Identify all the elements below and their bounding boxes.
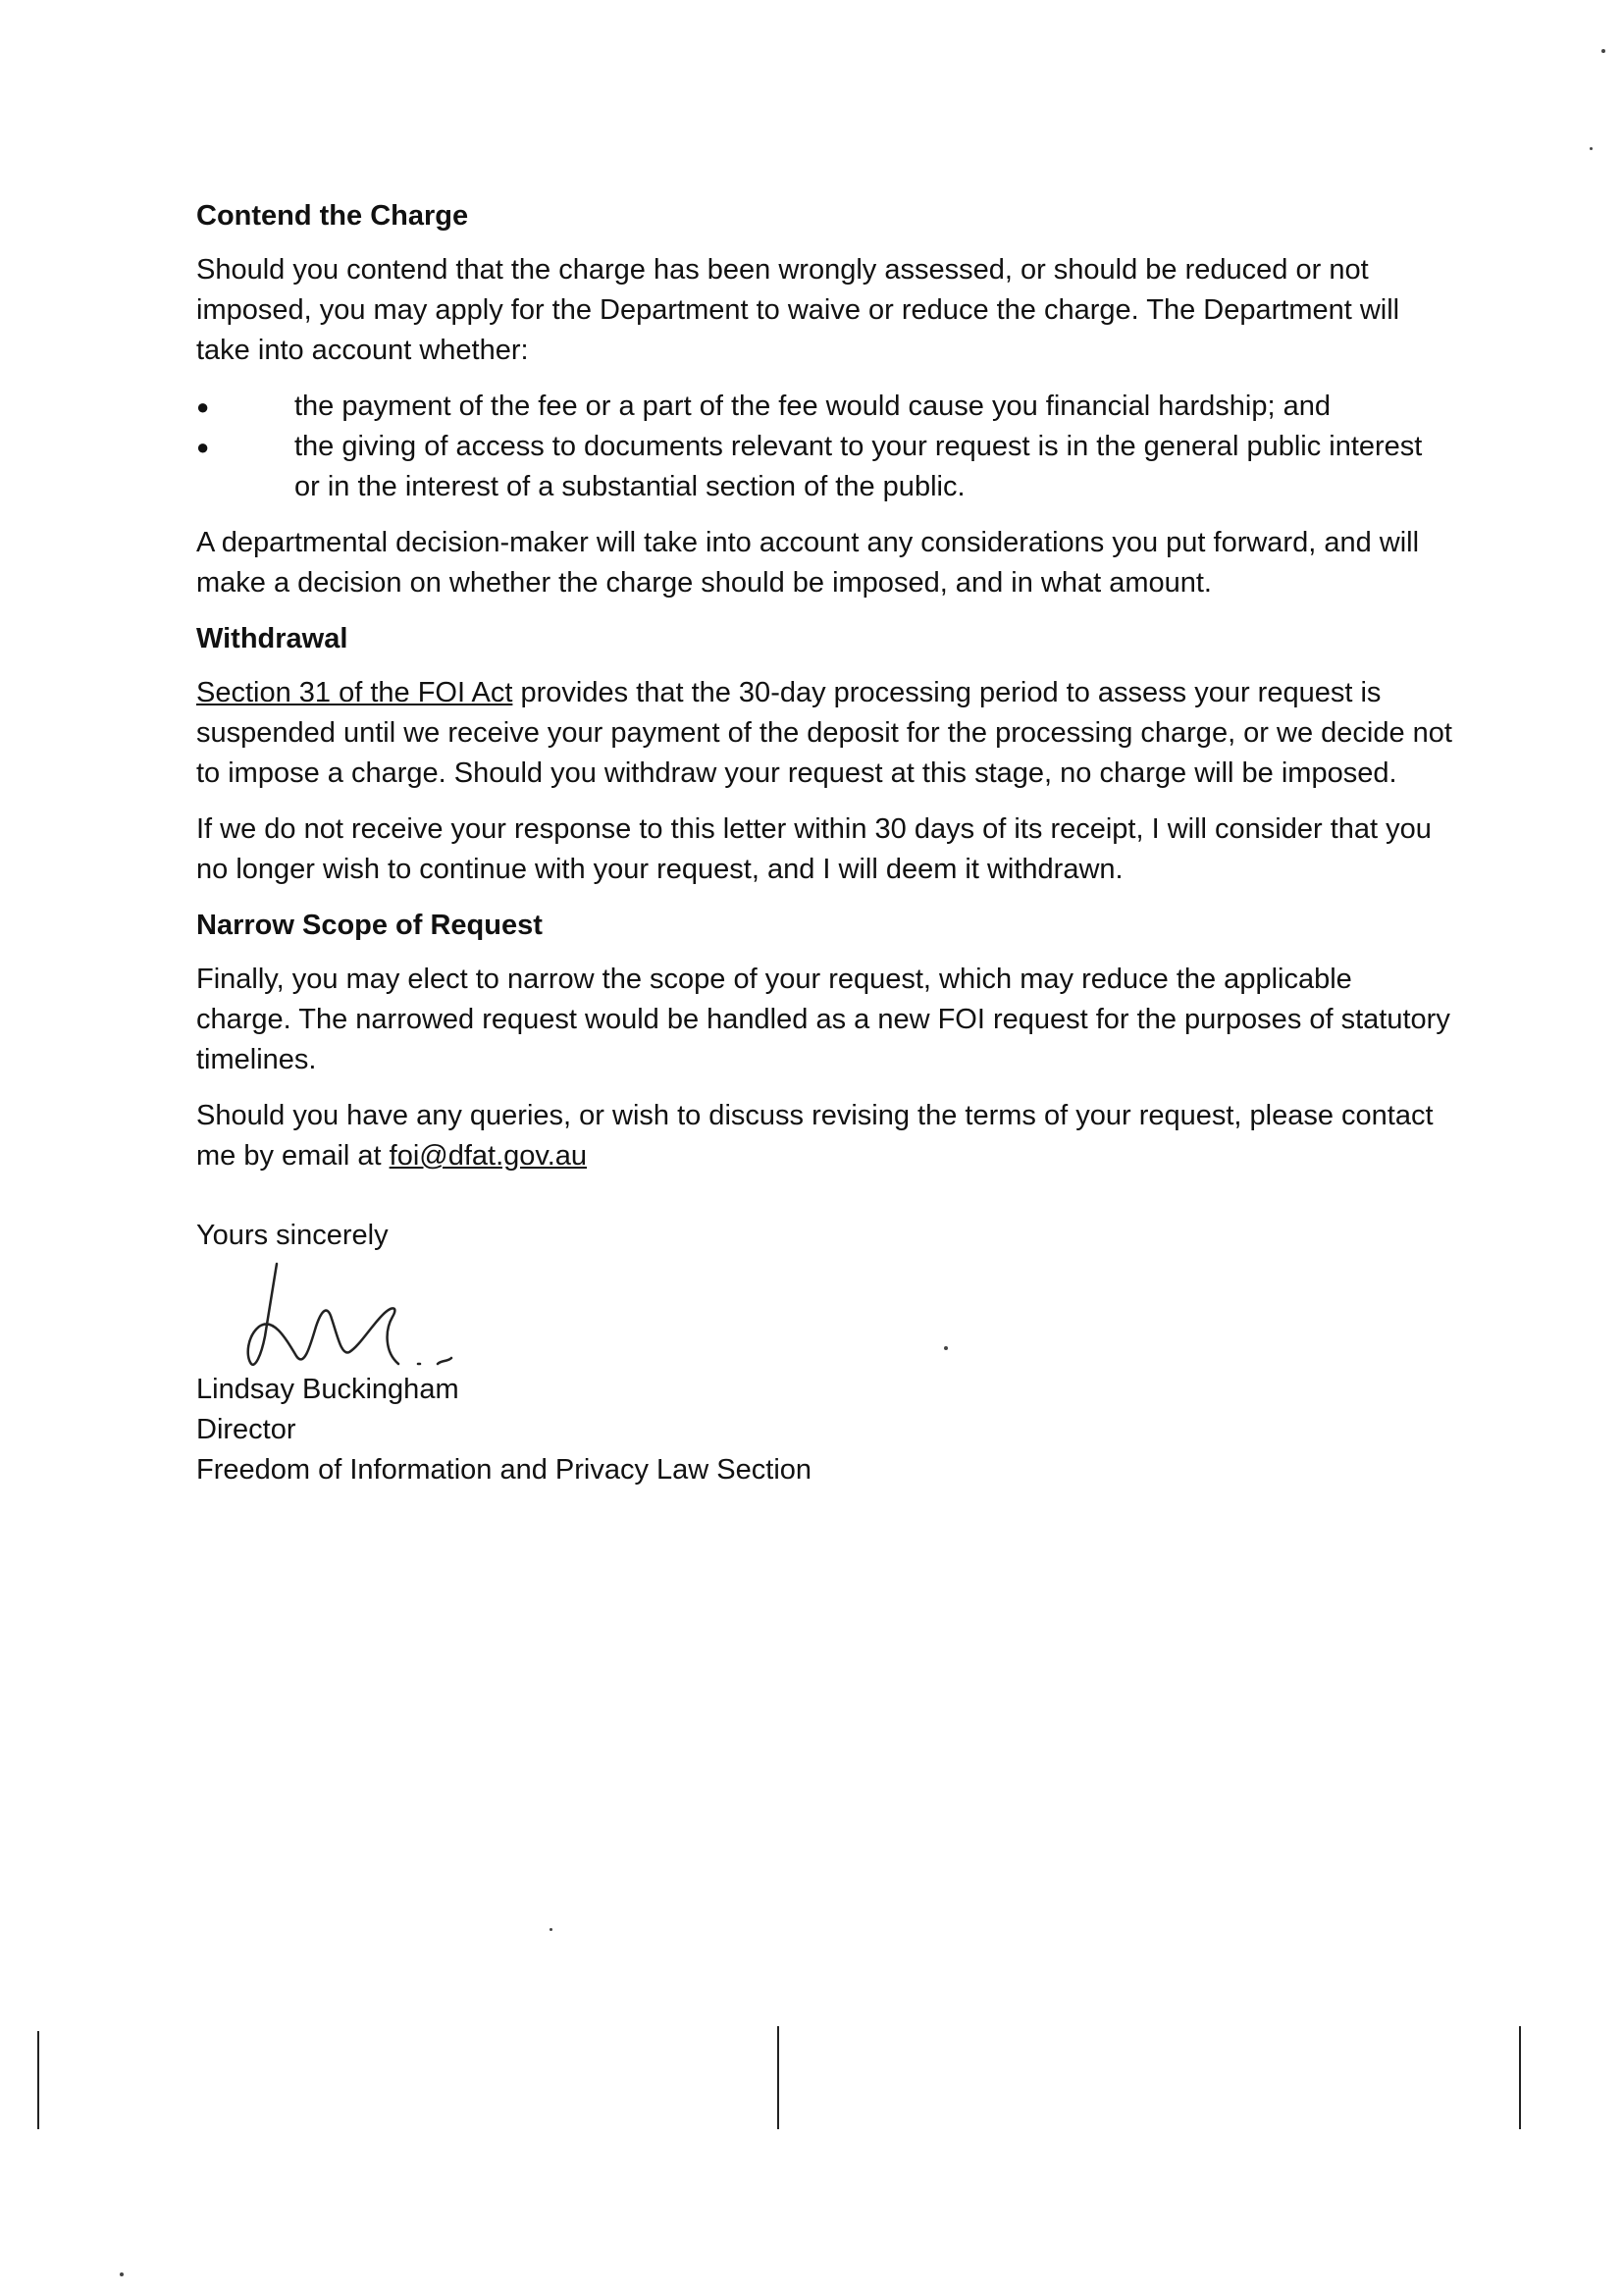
bullet-text: the giving of access to documents relevant to your request is in the general public interest or in the interest of a substantial section of the public. [294, 431, 1423, 502]
bullet-icon: ● [196, 435, 210, 459]
email-link[interactable]: foi@dfat.gov.au [389, 1140, 588, 1172]
signer-section: Freedom of Information and Privacy Law Section [196, 1454, 812, 1486]
withdrawal-para-1 [196, 673, 1452, 794]
list-item [196, 427, 1452, 507]
narrow-para-2-text: Should you have any queries, or wish to discuss revising the terms of your request, please contact me by email at [196, 1100, 1434, 1172]
withdrawal-para-1-text: provides that the 30-day processing period to assess your request is suspended until we receive your payment of the deposit for the processing charge, or we decide not to impose a charge. Should you withdraw your request at this stage, no charge will be imposed. [196, 677, 1452, 789]
withdrawal-heading: Withdrawal [196, 623, 348, 654]
scan-mark [1519, 2026, 1521, 2129]
scan-mark [777, 2026, 779, 2129]
scan-speck [1590, 147, 1593, 150]
handwritten-signature [226, 1258, 520, 1376]
scan-mark [37, 2031, 39, 2129]
letter-body [196, 196, 1452, 1490]
contend-bullet-list [196, 387, 1452, 507]
scan-speck [1601, 49, 1605, 53]
bullet-text: the payment of the fee or a part of the fee would cause you financial hardship; and [294, 391, 1331, 422]
signature-block [196, 1216, 1452, 1490]
contend-after: A departmental decision-maker will take into account any considerations you put forward, and will make a decision on whether the charge should be imposed, and in what amount. [196, 527, 1420, 599]
scan-speck [550, 1928, 552, 1931]
section-31-link[interactable]: Section 31 of the FOI Act [196, 677, 513, 708]
contend-intro: Should you contend that the charge has been wrongly assessed, or should be reduced or not imposed, you may apply for the Department to waive or reduce the charge. The Department will take into account whether: [196, 254, 1400, 366]
scan-speck [120, 2272, 124, 2276]
narrow-para-1: Finally, you may elect to narrow the scope of your request, which may reduce the applicable charge. The narrowed request would be handled as a new FOI request for the purposes of statutory timelines. [196, 964, 1450, 1075]
narrow-para-2 [196, 1096, 1452, 1176]
scan-speck [944, 1346, 948, 1350]
contend-heading: Contend the Charge [196, 200, 469, 232]
bullet-icon: ● [196, 394, 210, 419]
list-item [196, 387, 1452, 427]
signer-name: Lindsay Buckingham [196, 1374, 459, 1405]
withdrawal-para-2: If we do not receive your response to this letter within 30 days of its receipt, I will consider that you no longer wish to continue with your request, and I will deem it withdrawn. [196, 813, 1432, 885]
signer-title: Director [196, 1414, 296, 1445]
narrow-heading: Narrow Scope of Request [196, 910, 543, 941]
closing-text: Yours sincerely [196, 1220, 389, 1251]
